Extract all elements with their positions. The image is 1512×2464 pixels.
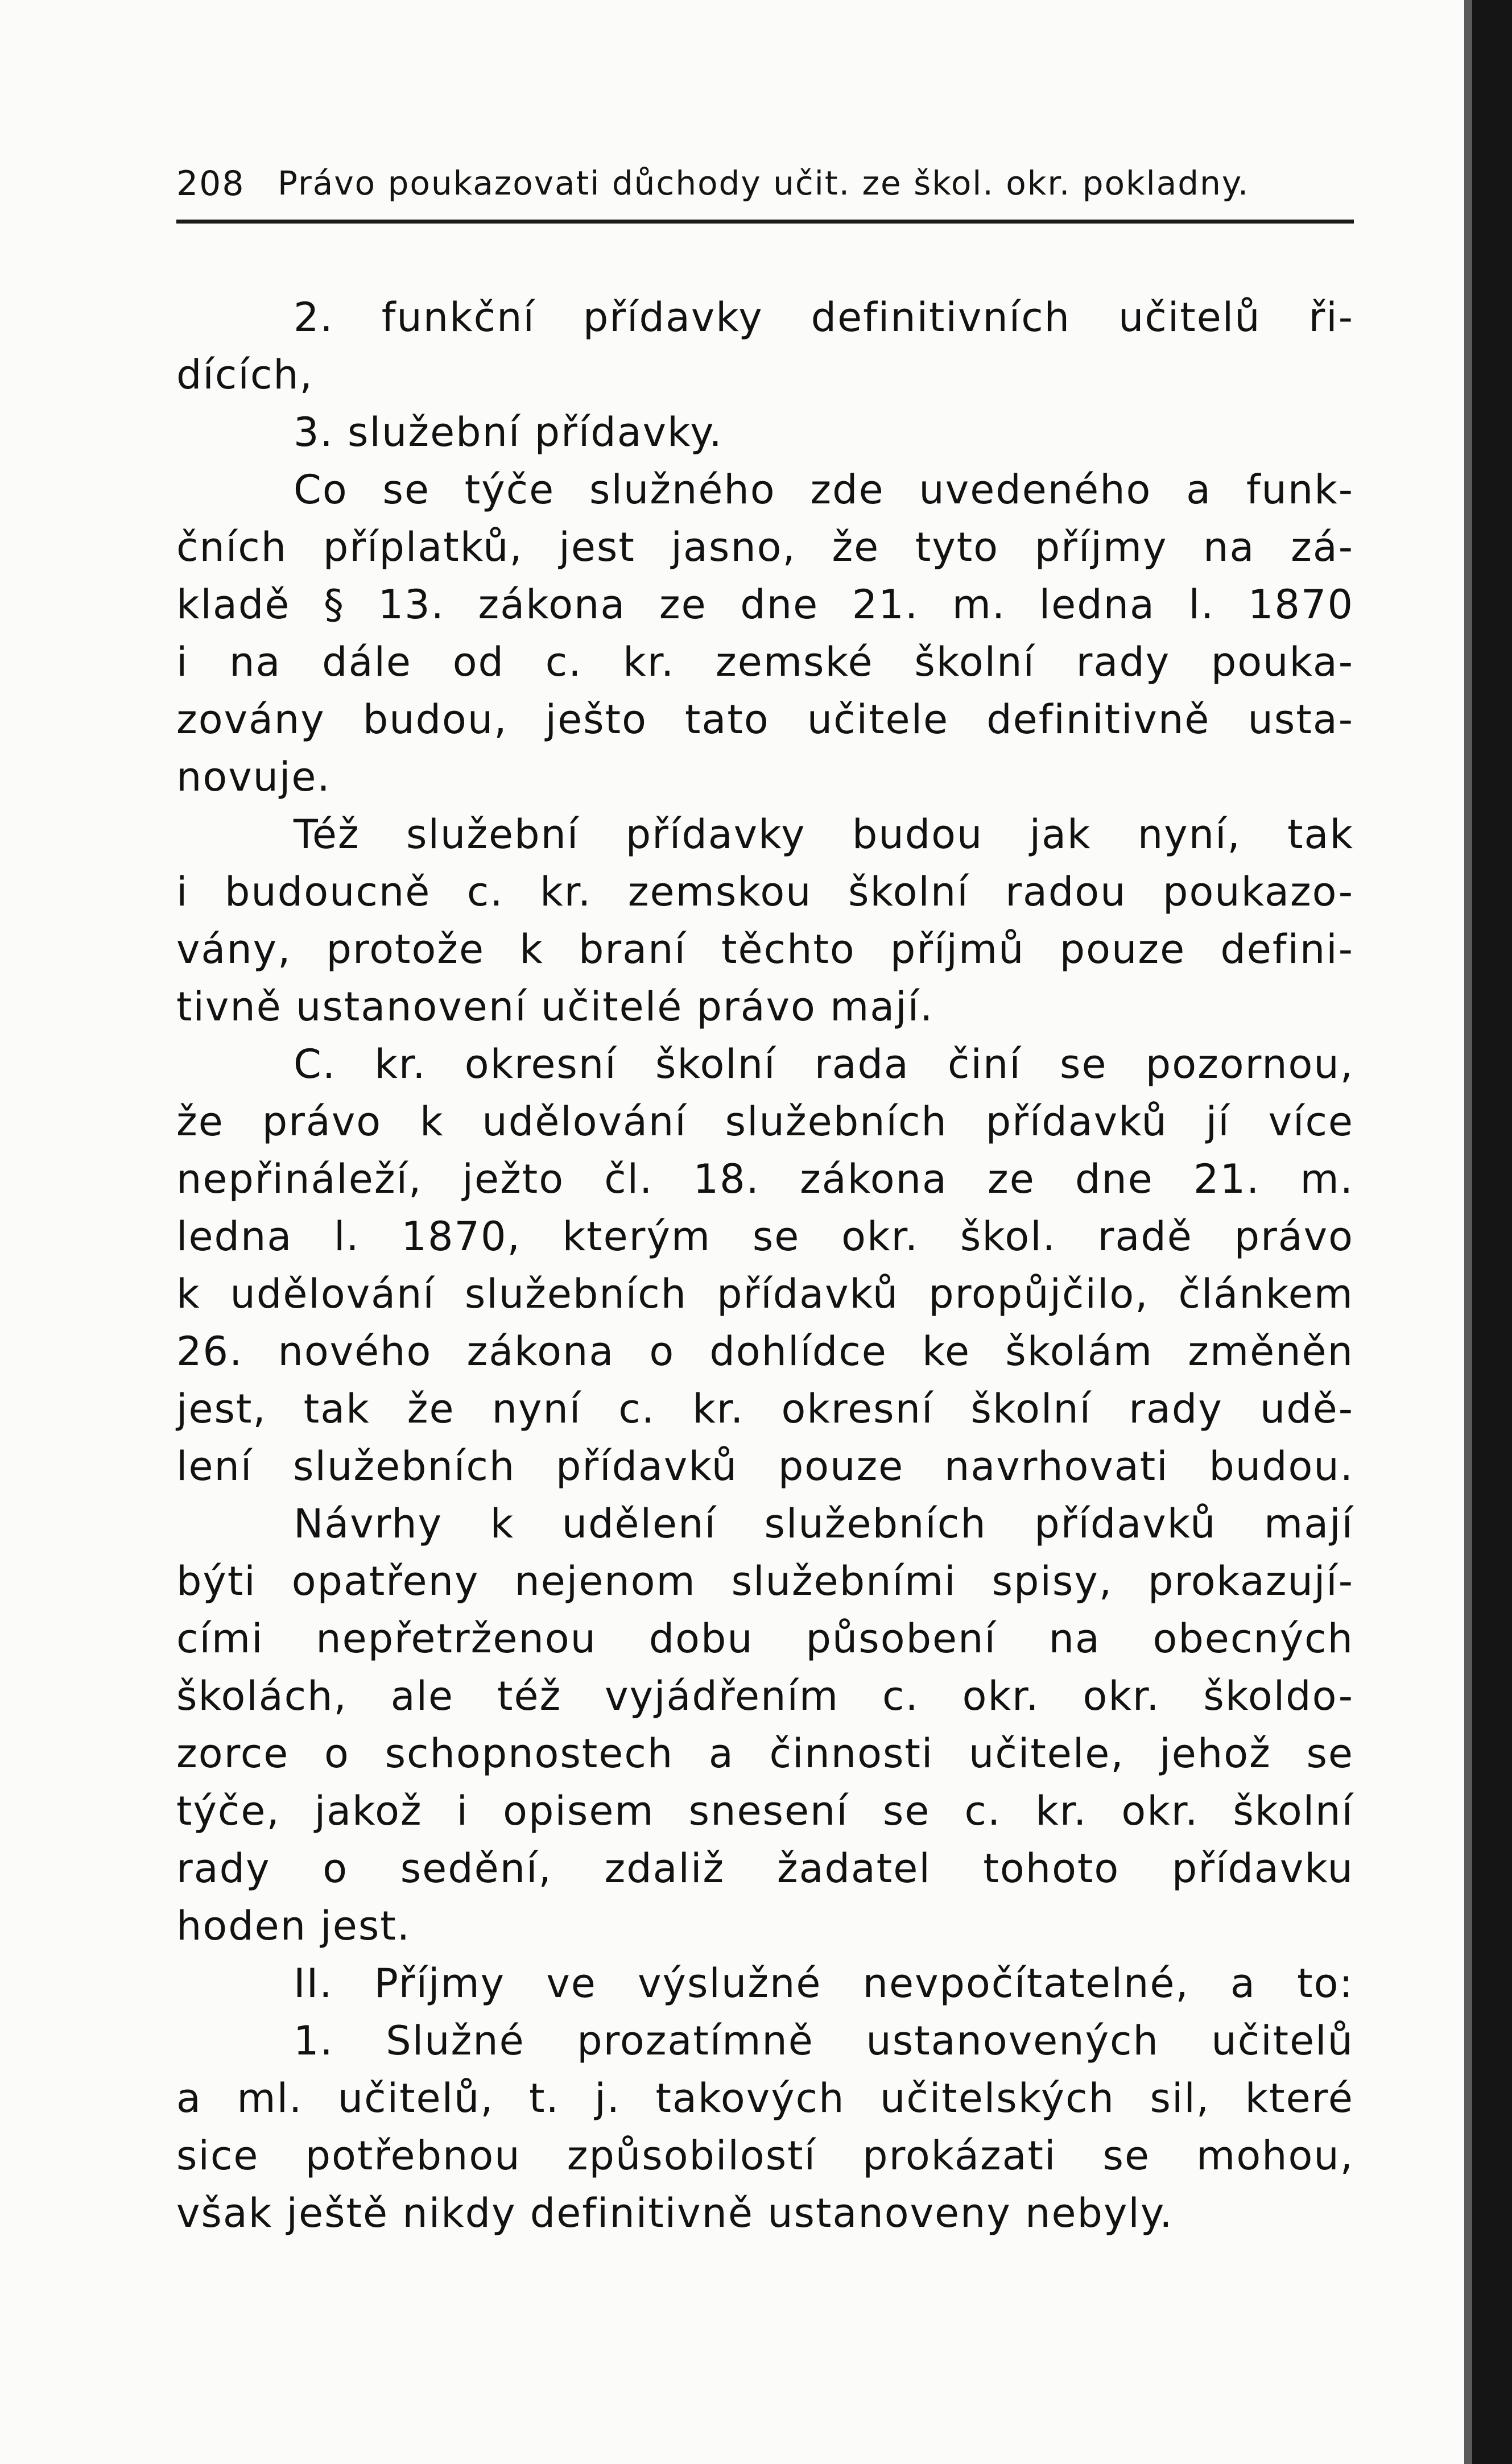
text-line: však ještě nikdy definitivně ustanoveny nebyly. [176, 2190, 1174, 2236]
text-line: 3. služební přídavky. [294, 409, 723, 456]
text-line: kladě § 13. zákona ze dne 21. m. ledna l. 1870 [176, 581, 1354, 628]
text-line: II. Příjmy ve výslužné nevpočítatelné, a to: [294, 1960, 1354, 2007]
text-line: lení služebních přídavků pouze navrhovati budou. [176, 1443, 1354, 1490]
text-line: ledna l. 1870, kterým se okr. škol. radě právo [176, 1213, 1354, 1260]
text-line: a ml. učitelů, t. j. takových učitelských sil, které [176, 2075, 1354, 2122]
page-edge [1472, 0, 1512, 2464]
text-line: Návrhy k udělení služebních přídavků mají [294, 1500, 1354, 1547]
text-line: 26. nového zákona o dohlídce ke školám změněn [176, 1328, 1354, 1375]
text-line: vány, protože k braní těchto příjmů pouze defini- [176, 926, 1354, 973]
text-line: býti opatřeny nejenom služebními spisy, prokazují- [176, 1558, 1354, 1605]
text-line: C. kr. okresní školní rada činí se pozornou, [294, 1041, 1354, 1088]
text-line: zorce o schopnostech a činnosti učitele, jehož se [176, 1730, 1354, 1777]
text-line: jest, tak že nyní c. kr. okresní školní rady udě- [176, 1386, 1354, 1432]
text-line: k udělování služebních přídavků propůjčilo, článkem [176, 1271, 1354, 1317]
header-rule [176, 220, 1354, 224]
text-line: že právo k udělování služebních přídavků jí více [176, 1098, 1354, 1145]
text-line: cími nepřetrženou dobu působení na obecných [176, 1615, 1354, 1662]
text-line: i budoucně c. kr. zemskou školní radou poukazo- [176, 869, 1354, 915]
text-line: hoden jest. [176, 1903, 411, 1949]
page-header [176, 152, 1354, 215]
body-text [176, 289, 1354, 2242]
text-line: týče, jakož i opisem snesení se c. kr. okr. školní [176, 1788, 1354, 1834]
text-line: školách, ale též vyjádřením c. okr. okr. školdo- [176, 1673, 1354, 1719]
text-line: novuje. [176, 754, 331, 800]
page-edge-shadow [1464, 0, 1472, 2464]
text-line: zovány budou, ješto tato učitele definitivně usta- [176, 696, 1354, 743]
text-line: 2. funkční přídavky definitivních učitelů ři- [294, 294, 1354, 341]
text-line: čních příplatků, jest jasno, že tyto příjmy na zá- [176, 524, 1354, 570]
running-head: Právo poukazovati důchody učit. ze škol. okr. pokladny. [278, 164, 1250, 202]
text-line: nepřináleží, ježto čl. 18. zákona ze dne 21. m. [176, 1156, 1354, 1202]
text-line: sice potřebnou způsobilostí prokázati se mohou, [176, 2132, 1354, 2179]
text-line: dících, [176, 352, 313, 398]
text-line: i na dále od c. kr. zemské školní rady pouka- [176, 639, 1354, 685]
text-line: rady o sedění, zdaliž žadatel tohoto přídavku [176, 1845, 1354, 1892]
text-line: 1. Služné prozatímně ustanovených učitelů [294, 2017, 1354, 2064]
text-line: Co se týče služného zde uvedeného a funk- [294, 466, 1354, 513]
page-number: 208 [176, 164, 245, 204]
text-line: Též služební přídavky budou jak nyní, tak [294, 811, 1354, 858]
text-line: tivně ustanovení učitelé právo mají. [176, 983, 934, 1030]
